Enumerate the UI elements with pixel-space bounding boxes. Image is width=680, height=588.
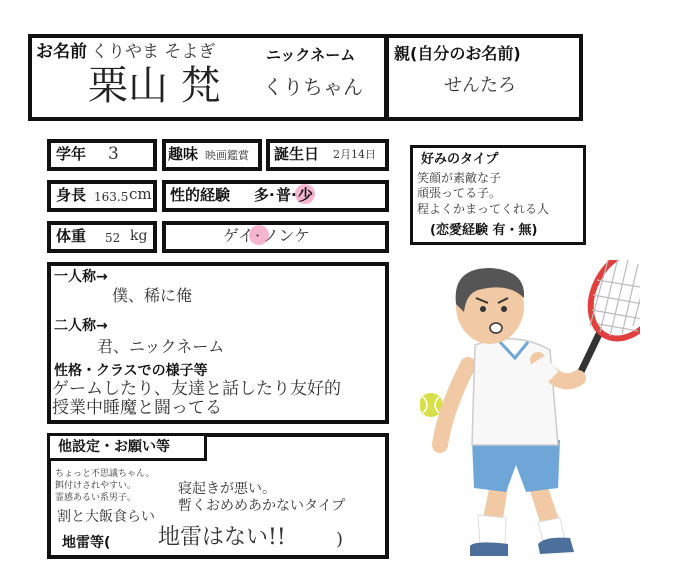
second-person-label: 二人称→ bbox=[54, 318, 108, 334]
orientation-dot: · bbox=[255, 226, 261, 245]
experience-option-many: 多 bbox=[254, 186, 270, 204]
first-person-value: 僕、稀に俺 bbox=[112, 286, 193, 305]
orientation-option-straight: ノンケ bbox=[263, 226, 311, 245]
hobby-label: 趣味 bbox=[168, 145, 199, 163]
nickname: くりちゃん bbox=[263, 75, 363, 99]
weight-value: 52 bbox=[105, 231, 121, 245]
tennis-player-illustration bbox=[420, 260, 640, 570]
birthday-label: 誕生日 bbox=[274, 145, 320, 163]
sleep-line-2: 暫くおめめあかないタイプ bbox=[178, 498, 346, 514]
big-eater-note: 割と大飯食らい bbox=[57, 509, 155, 525]
weight-unit: kg bbox=[130, 228, 148, 244]
experience-dot-2: · bbox=[291, 186, 297, 204]
shorts bbox=[472, 440, 560, 492]
other-small-line-1: ちょっと不思議ちゃん。 bbox=[55, 469, 155, 479]
orientation-option-gay: ゲイ bbox=[223, 226, 254, 245]
name-reading: くりやま そよぎ bbox=[91, 42, 216, 62]
height-label: 身長 bbox=[56, 186, 87, 204]
nickname-label: ニックネーム bbox=[266, 46, 356, 64]
first-person-label: 一人称→ bbox=[54, 269, 108, 285]
full-name: 栗山 梵 bbox=[88, 63, 221, 109]
other-small-line-3: 霊感あるい系男子。 bbox=[55, 493, 137, 503]
legs bbox=[470, 482, 574, 556]
birthday-value: 2月14日 bbox=[333, 148, 376, 161]
weight-label: 体重 bbox=[56, 227, 87, 245]
height-unit: cm bbox=[129, 185, 152, 203]
second-person-value: 君、ニックネーム bbox=[97, 337, 225, 356]
player-head bbox=[456, 268, 524, 344]
racket bbox=[576, 260, 640, 378]
experience-dot-1: · bbox=[269, 186, 275, 204]
grade-label: 学年 bbox=[56, 145, 87, 163]
sleep-line-1: 寝起きが悪い。 bbox=[178, 481, 276, 497]
class-line-1: ゲームしたり、友達と話したり友好的 bbox=[52, 379, 341, 399]
jirai-value: 地雷はない!! bbox=[158, 525, 286, 550]
name-label: お名前 bbox=[36, 42, 87, 62]
type-line-1: 笑顔が素敵な子 bbox=[417, 171, 502, 185]
type-label: 好みのタイプ bbox=[421, 152, 499, 167]
jirai-close: ) bbox=[336, 529, 344, 550]
experience-option-few: 少 bbox=[298, 186, 314, 204]
romance-label: (恋愛経験 有・無) bbox=[430, 223, 538, 238]
other-small-line-2: 餌付けされやすい。 bbox=[55, 481, 137, 491]
hobby-value: 映画鑑賞 bbox=[205, 149, 249, 162]
height-value: 163.5 bbox=[94, 190, 129, 204]
parent-label: 親(自分のお名前) bbox=[394, 44, 521, 63]
class-line-2: 授業中睡魔と闘ってる bbox=[52, 398, 222, 418]
grade-value: 3 bbox=[108, 144, 119, 164]
experience-label: 性的経験 bbox=[170, 186, 231, 204]
other-label: 他設定・お願い等 bbox=[58, 439, 170, 455]
parent-name: せんたろ bbox=[444, 75, 516, 96]
type-line-2: 頑張ってる子。 bbox=[417, 186, 502, 200]
experience-option-normal: 普 bbox=[276, 186, 292, 204]
jirai-label: 地雷等( bbox=[62, 535, 111, 551]
type-line-3: 程よくかまってくれる人 bbox=[417, 202, 550, 216]
class-label: 性格・クラスでの様子等 bbox=[54, 363, 208, 379]
